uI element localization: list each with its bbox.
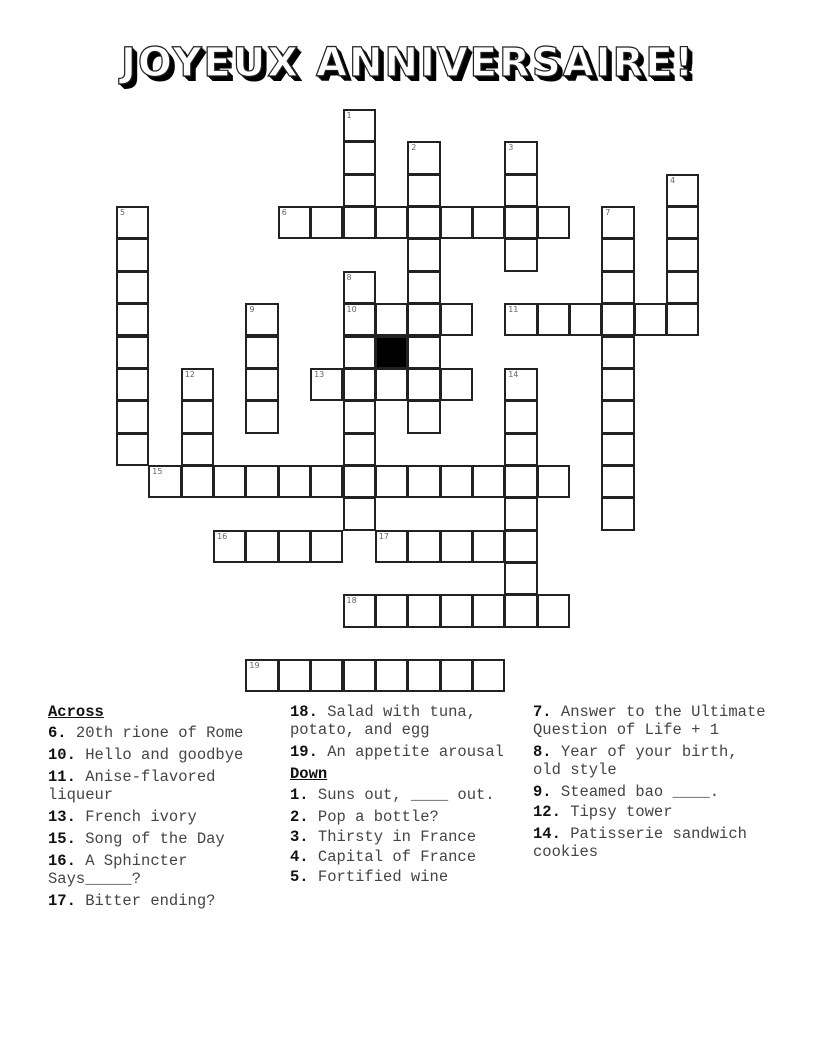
clue-number-label: 19 — [249, 661, 260, 670]
grid-cell[interactable] — [504, 594, 537, 627]
grid-cell[interactable] — [310, 368, 343, 401]
clue-number-label: 9 — [249, 305, 255, 315]
clue-text: Suns out, ____ out. — [308, 786, 495, 804]
clue-number: 3. — [290, 828, 309, 846]
clue-number-label: 7 — [605, 208, 611, 218]
grid-cell[interactable] — [504, 174, 537, 207]
grid-cell[interactable] — [504, 497, 537, 530]
grid-cell[interactable] — [504, 141, 537, 174]
grid-cell[interactable] — [116, 303, 149, 336]
grid-cell[interactable] — [116, 336, 149, 369]
grid-cell[interactable] — [407, 594, 440, 627]
grid-cell[interactable] — [343, 497, 376, 530]
clue-number: 10. — [48, 746, 76, 764]
clue-down-9 — [533, 783, 773, 801]
grid-cell[interactable] — [440, 368, 473, 401]
clue-down-8 — [533, 743, 773, 779]
clue-text: Pop a bottle? — [308, 808, 439, 826]
clue-number-label: 14 — [508, 369, 519, 379]
grid-cell[interactable] — [343, 206, 376, 239]
grid-cell[interactable] — [440, 465, 473, 498]
grid-cell[interactable] — [148, 465, 181, 498]
clue-down-12 — [533, 803, 773, 821]
clue-number-label: 13 — [314, 369, 325, 379]
grid-cell[interactable] — [537, 303, 570, 336]
clue-across-19 — [290, 743, 530, 761]
grid-cell[interactable] — [375, 206, 408, 239]
clue-number: 19. — [290, 743, 318, 761]
grid-cell[interactable] — [601, 497, 634, 530]
grid-cell[interactable] — [407, 271, 440, 304]
clue-down-5 — [290, 868, 530, 886]
grid-cell[interactable] — [407, 465, 440, 498]
grid-cell[interactable] — [407, 400, 440, 433]
clues-column-3 — [533, 703, 773, 865]
clues-column-1 — [48, 703, 288, 914]
clue-text: Capital of France — [308, 848, 477, 866]
clue-number: 6. — [48, 724, 67, 742]
grid-cell[interactable] — [310, 465, 343, 498]
grid-cell[interactable] — [601, 238, 634, 271]
grid-cell[interactable] — [343, 594, 376, 627]
grid-cell[interactable] — [666, 271, 699, 304]
clue-down-2 — [290, 808, 530, 826]
grid-cell[interactable] — [666, 303, 699, 336]
grid-cell[interactable] — [601, 336, 634, 369]
clue-number: 5. — [290, 868, 309, 886]
grid-cell[interactable] — [375, 594, 408, 627]
grid-cell[interactable] — [504, 400, 537, 433]
grid-cell[interactable] — [601, 465, 634, 498]
grid-cell[interactable] — [472, 530, 505, 563]
grid-cell[interactable] — [310, 530, 343, 563]
grid-cell[interactable] — [504, 238, 537, 271]
grid-cell[interactable] — [407, 238, 440, 271]
clue-number-label: 4 — [670, 175, 676, 185]
clue-text: Tipsy tower — [560, 803, 673, 821]
clue-number-label: 10 — [346, 305, 357, 315]
clue-text: French ivory — [75, 808, 197, 826]
clue-down-7 — [533, 703, 773, 739]
grid-cell[interactable] — [504, 303, 537, 336]
clue-number-label: 1 — [346, 111, 352, 120]
clue-across-10 — [48, 746, 288, 764]
clue-number-label: 3 — [508, 143, 514, 153]
grid-cell[interactable] — [213, 530, 246, 563]
grid-cell[interactable] — [407, 530, 440, 563]
clue-text: 20th rione of Rome — [66, 724, 244, 742]
clue-text: Song of the Day — [75, 830, 225, 848]
grid-cell[interactable] — [245, 465, 278, 498]
clue-across-6 — [48, 724, 288, 742]
clue-across-16 — [48, 852, 288, 888]
grid-cell[interactable] — [116, 271, 149, 304]
clue-number-label: 12 — [184, 369, 195, 379]
grid-cell[interactable] — [601, 433, 634, 466]
grid-cell[interactable] — [375, 465, 408, 498]
across-heading: Across — [48, 703, 104, 721]
down-heading: Down — [290, 765, 328, 783]
clue-number: 4. — [290, 848, 309, 866]
grid-cell[interactable] — [181, 433, 214, 466]
grid-cell[interactable] — [245, 303, 278, 336]
grid-cell[interactable] — [116, 400, 149, 433]
grid-cell[interactable] — [343, 400, 376, 433]
grid-cell[interactable] — [601, 400, 634, 433]
grid-cell[interactable] — [310, 206, 343, 239]
grid-cell[interactable] — [116, 433, 149, 466]
clue-number: 16. — [48, 852, 76, 870]
grid-cell[interactable] — [375, 368, 408, 401]
grid-cell[interactable] — [245, 659, 278, 692]
grid-cell[interactable] — [601, 206, 634, 239]
grid-cell[interactable] — [343, 368, 376, 401]
grid-cell[interactable] — [181, 465, 214, 498]
clue-number: 7. — [533, 703, 552, 721]
clue-text: Bitter ending? — [75, 892, 216, 910]
grid-cell[interactable] — [601, 368, 634, 401]
clue-number: 15. — [48, 830, 76, 848]
grid-cell[interactable] — [634, 303, 667, 336]
grid-cell[interactable] — [666, 174, 699, 207]
grid-cell[interactable] — [569, 303, 602, 336]
clue-number: 17. — [48, 892, 76, 910]
grid-cell[interactable] — [181, 400, 214, 433]
grid-cell[interactable] — [116, 238, 149, 271]
clue-number-label: 18 — [346, 596, 357, 606]
clue-text: Thirsty in France — [308, 828, 477, 846]
clue-number: 2. — [290, 808, 309, 826]
clue-text: Steamed bao ____. — [551, 783, 720, 801]
clue-number-label: 8 — [346, 272, 352, 282]
clue-number: 14. — [533, 825, 561, 843]
clue-number-label: 6 — [281, 208, 287, 218]
grid-cell[interactable] — [245, 336, 278, 369]
grid-cell[interactable] — [407, 659, 440, 692]
grid-cell[interactable] — [440, 530, 473, 563]
grid-cell[interactable] — [375, 303, 408, 336]
clue-text: Hello and goodbye — [75, 746, 244, 764]
clue-number: 9. — [533, 783, 552, 801]
clue-down-4 — [290, 848, 530, 866]
clue-number-label: 2 — [411, 143, 417, 153]
grid-cell[interactable] — [472, 594, 505, 627]
grid-cell[interactable] — [504, 206, 537, 239]
grid-cell[interactable] — [472, 659, 505, 692]
grid-cell[interactable] — [601, 303, 634, 336]
clue-number-label: 15 — [152, 466, 163, 476]
grid-cell[interactable] — [343, 303, 376, 336]
grid-cell[interactable] — [245, 400, 278, 433]
grid-cell[interactable] — [601, 271, 634, 304]
clue-text: Patisserie sandwich cookies — [533, 825, 747, 861]
grid-cell[interactable] — [343, 109, 376, 142]
clue-text: Salad with tuna, potato, and egg — [290, 703, 477, 739]
grid-cell[interactable] — [440, 659, 473, 692]
clue-across-15 — [48, 830, 288, 848]
grid-cell[interactable] — [245, 530, 278, 563]
clue-number: 1. — [290, 786, 309, 804]
grid-cell[interactable] — [407, 206, 440, 239]
grid-cell[interactable] — [407, 303, 440, 336]
clue-down-1 — [290, 786, 530, 804]
grid-cell[interactable] — [181, 368, 214, 401]
clue-across-17 — [48, 892, 288, 910]
grid-cell[interactable] — [504, 465, 537, 498]
clue-number: 11. — [48, 768, 76, 786]
clue-across-18 — [290, 703, 530, 739]
grid-cell[interactable] — [440, 303, 473, 336]
grid-cell[interactable] — [666, 238, 699, 271]
grid-cell[interactable] — [537, 206, 570, 239]
clue-number: 13. — [48, 808, 76, 826]
clues-column-2 — [290, 703, 530, 890]
grid-cell[interactable] — [472, 206, 505, 239]
black-cell — [375, 336, 408, 369]
clue-down-14 — [533, 825, 773, 861]
grid-cell[interactable] — [343, 141, 376, 174]
grid-cell[interactable] — [116, 368, 149, 401]
grid-cell[interactable] — [537, 465, 570, 498]
clue-down-3 — [290, 828, 530, 846]
grid-cell[interactable] — [343, 433, 376, 466]
grid-cell[interactable] — [343, 465, 376, 498]
clue-text: Anise-flavored liqueur — [48, 768, 216, 804]
grid-cell[interactable] — [375, 659, 408, 692]
grid-cell[interactable] — [343, 271, 376, 304]
grid-cell[interactable] — [504, 433, 537, 466]
grid-cell[interactable] — [278, 530, 311, 563]
clue-text: A Sphincter Says_____? — [48, 852, 188, 888]
grid-cell[interactable] — [504, 530, 537, 563]
grid-cell[interactable] — [440, 594, 473, 627]
page-title: JOYEUX ANNIVERSAIRE! — [121, 40, 695, 86]
grid-cell[interactable] — [407, 336, 440, 369]
grid-cell[interactable] — [407, 368, 440, 401]
clue-text: Answer to the Ultimate Question of Life + 1 — [533, 703, 766, 739]
clue-across-11 — [48, 768, 288, 804]
grid-cell[interactable] — [116, 206, 149, 239]
clue-text: An appetite arousal — [317, 743, 504, 761]
grid-cell[interactable] — [213, 465, 246, 498]
grid-cell[interactable] — [537, 594, 570, 627]
clue-number: 18. — [290, 703, 318, 721]
clue-number: 8. — [533, 743, 552, 761]
grid-cell[interactable] — [407, 174, 440, 207]
grid-cell[interactable] — [278, 465, 311, 498]
grid-cell[interactable] — [440, 206, 473, 239]
clue-text: Year of your birth, old style — [533, 743, 738, 779]
grid-cell[interactable] — [343, 659, 376, 692]
clue-number-label: 17 — [378, 531, 389, 541]
grid-cell[interactable] — [504, 562, 537, 595]
grid-cell[interactable] — [504, 368, 537, 401]
clue-number-label: 5 — [120, 208, 126, 218]
clue-number-label: 16 — [217, 531, 228, 541]
grid-cell[interactable] — [407, 141, 440, 174]
grid-cell[interactable] — [278, 659, 311, 692]
clue-number: 12. — [533, 803, 561, 821]
clue-text: Fortified wine — [308, 868, 449, 886]
grid-cell[interactable] — [375, 530, 408, 563]
grid-cell[interactable] — [343, 336, 376, 369]
grid-cell[interactable] — [666, 206, 699, 239]
grid-cell[interactable] — [245, 368, 278, 401]
grid-cell[interactable] — [310, 659, 343, 692]
grid-cell[interactable] — [472, 465, 505, 498]
clue-number-label: 11 — [508, 305, 519, 315]
clue-across-13 — [48, 808, 288, 826]
grid-cell[interactable] — [278, 206, 311, 239]
grid-cell[interactable] — [343, 174, 376, 207]
